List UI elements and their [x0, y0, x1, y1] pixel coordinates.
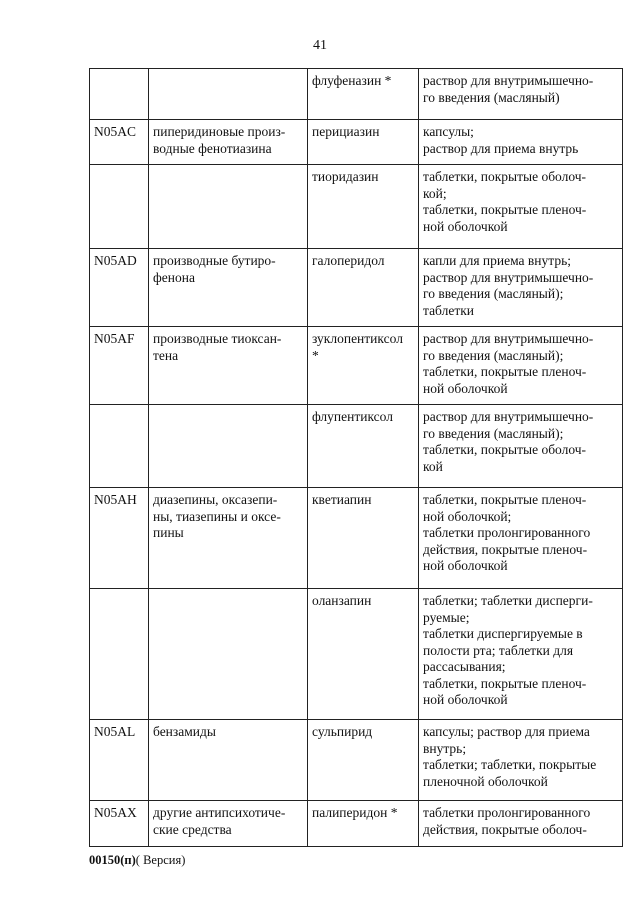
- table-row: [90, 249, 623, 327]
- drug-name-cell: сульпирид: [308, 720, 419, 801]
- drug-name-cell: галоперидол: [308, 249, 419, 327]
- drug-name-cell: кветиапин: [308, 488, 419, 589]
- drug-name-cell: флупентиксол: [308, 405, 419, 488]
- dosage-form-cell: таблетки пролонгированного действия, покрытые оболоч-: [419, 801, 623, 847]
- table-row: [90, 120, 623, 165]
- dosage-form-cell: таблетки, покрытые пленоч- ной оболочкой; таблетки пролонгированного действия, покрытые пленоч- ной оболочкой: [419, 488, 623, 589]
- atc-code-cell: N05AC: [90, 120, 149, 165]
- atc-code-cell: [90, 165, 149, 249]
- group-cell: [149, 405, 308, 488]
- drug-name-cell: тиоридазин: [308, 165, 419, 249]
- drug-name-cell: оланзапин: [308, 589, 419, 720]
- page-number: 41: [313, 38, 327, 53]
- atc-code-cell: N05AD: [90, 249, 149, 327]
- atc-code-cell: N05AX: [90, 801, 149, 847]
- version-label: ( Версия): [135, 853, 186, 867]
- table-row: [90, 405, 623, 488]
- group-cell: [149, 69, 308, 120]
- dosage-form-cell: капсулы; раствор для приема внутрь: [419, 120, 623, 165]
- group-cell: диазепины, оксазепи- ны, тиазепины и оксе- пины: [149, 488, 308, 589]
- table-row: [90, 488, 623, 589]
- atc-code-cell: N05AH: [90, 488, 149, 589]
- table-row: [90, 69, 623, 120]
- group-cell: другие антипсихотиче- ские средства: [149, 801, 308, 847]
- dosage-form-cell: раствор для внутримышечно- го введения (масляный); таблетки, покрытые пленоч- ной оболочкой: [419, 327, 623, 405]
- footer: [89, 853, 185, 868]
- atc-code-cell: N05AF: [90, 327, 149, 405]
- drug-name-cell: зуклопентиксол *: [308, 327, 419, 405]
- group-cell: [149, 589, 308, 720]
- dosage-form-cell: таблетки, покрытые оболоч- кой; таблетки, покрытые пленоч- ной оболочкой: [419, 165, 623, 249]
- atc-code-cell: N05AL: [90, 720, 149, 801]
- document-id: 00150(п): [89, 853, 136, 867]
- atc-code-cell: [90, 405, 149, 488]
- drug-table: [89, 68, 623, 847]
- group-cell: бензамиды: [149, 720, 308, 801]
- dosage-form-cell: капли для приема внутрь; раствор для внутримышечно- го введения (масляный); таблетки: [419, 249, 623, 327]
- table-row: [90, 165, 623, 249]
- dosage-form-cell: капсулы; раствор для приема внутрь; таблетки; таблетки, покрытые пленочной оболочкой: [419, 720, 623, 801]
- group-cell: [149, 165, 308, 249]
- group-cell: пиперидиновые произ- водные фенотиазина: [149, 120, 308, 165]
- atc-code-cell: [90, 589, 149, 720]
- dosage-form-cell: раствор для внутримышечно- го введения (масляный); таблетки, покрытые оболоч- кой: [419, 405, 623, 488]
- group-cell: производные тиоксан- тена: [149, 327, 308, 405]
- dosage-form-cell: таблетки; таблетки дисперги- руемые; таблетки диспергируемые в полости рта; таблетки для рассасывания; таблетки, покрытые пленоч- ной оболочкой: [419, 589, 623, 720]
- table-row: [90, 589, 623, 720]
- atc-code-cell: [90, 69, 149, 120]
- table-row: [90, 327, 623, 405]
- drug-name-cell: флуфеназин *: [308, 69, 419, 120]
- table-row: [90, 720, 623, 801]
- group-cell: производные бутиро- фенона: [149, 249, 308, 327]
- drug-name-cell: перициазин: [308, 120, 419, 165]
- dosage-form-cell: раствор для внутримышечно- го введения (масляный): [419, 69, 623, 120]
- drug-name-cell: палиперидон *: [308, 801, 419, 847]
- table-row: [90, 801, 623, 847]
